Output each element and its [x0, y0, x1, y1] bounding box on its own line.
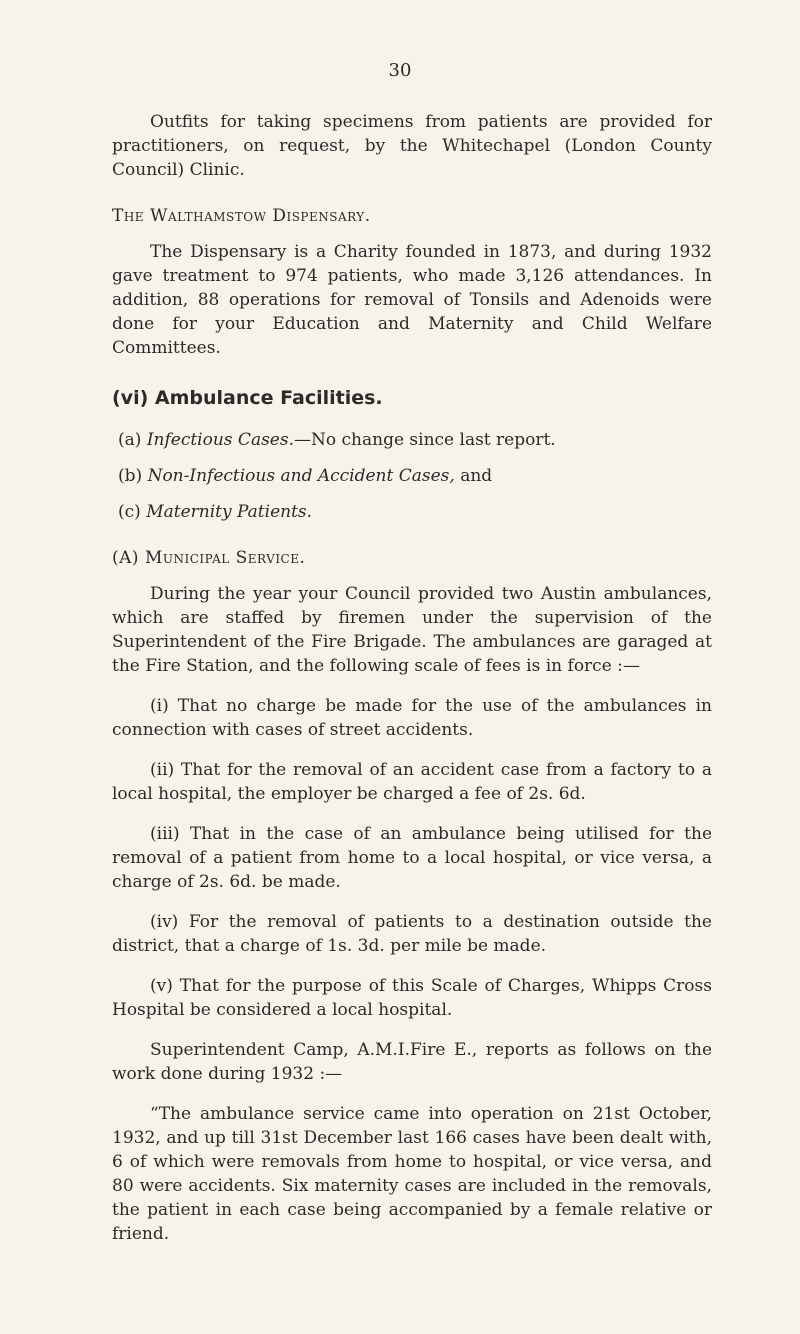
fee-item-iii: (iii) That in the case of an ambulance being utilised for the removal of a patient from home to a local hospital, or vice versa, a charge of 2s. 6d. be made. [112, 824, 712, 892]
section-heading-dispensary: The Walthamstow Dispensary. [112, 206, 371, 226]
item-title: Maternity Patients. [146, 502, 313, 522]
item-marker: (a) [118, 430, 142, 450]
paragraph-report-quote: “The ambulance service came into operation on 21st October, 1932, and up till 31st December last 166 cases have been dealt with, 6 of which were removals from home to hospital, or vice versa, and 80 were accidents. Six maternity cases are included in the removals, the patient in each case being accompanied by a female relative or friend. [112, 1104, 712, 1244]
item-title: Infectious Cases. [146, 430, 294, 450]
ambulance-item-c [112, 500, 712, 524]
fee-item-ii: (ii) That for the removal of an accident case from a factory to a local hospital, the employer be charged a fee of 2s. 6d. [112, 760, 712, 804]
item-text: and [454, 466, 493, 486]
paragraph-outfits: Outfits for taking specimens from patients are provided for practitioners, on request, by the Whitechapel (London County Council) Clinic. [112, 112, 712, 180]
fee-item-i: (i) That no charge be made for the use of the ambulances in connection with cases of street accidents. [112, 696, 712, 740]
item-text: —No change since last report. [294, 430, 556, 450]
fee-item-v: (v) That for the purpose of this Scale of Charges, Whipps Cross Hospital be considered a local hospital. [112, 976, 712, 1020]
ambulance-item-a [112, 428, 712, 452]
paragraph-dispensary: The Dispensary is a Charity founded in 1873, and during 1932 gave treatment to 974 patients, who made 3,126 attendances. In addition, 88 operations for removal of Tonsils and Adenoids were done for your Education and Maternity and Child Welfare Committees. [112, 242, 712, 358]
ambulance-item-b [112, 464, 712, 488]
item-title: Non-Infectious and Accident Cases, [147, 466, 455, 486]
fee-item-iv: (iv) For the removal of patients to a destination outside the district, that a charge of 1s. 3d. per mile be made. [112, 912, 712, 956]
paragraph-municipal-intro: During the year your Council provided two Austin ambulances, which are staffed by firemen under the supervision of the Superintendent of the Fire Brigade. The ambulances are garaged at the Fire Station, and the following scale of fees is in force :— [112, 584, 712, 676]
item-marker: (b) [118, 466, 143, 486]
page-content [112, 110, 712, 1246]
section-heading-municipal: (A) Municipal Service. [112, 548, 306, 568]
section-heading-ambulance: (vi) Ambulance Facilities. [112, 387, 383, 409]
page-number: 30 [388, 60, 412, 81]
paragraph-report-intro: Superintendent Camp, A.M.I.Fire E., reports as follows on the work done during 1932 :— [112, 1040, 712, 1084]
item-marker: (c) [118, 502, 141, 522]
